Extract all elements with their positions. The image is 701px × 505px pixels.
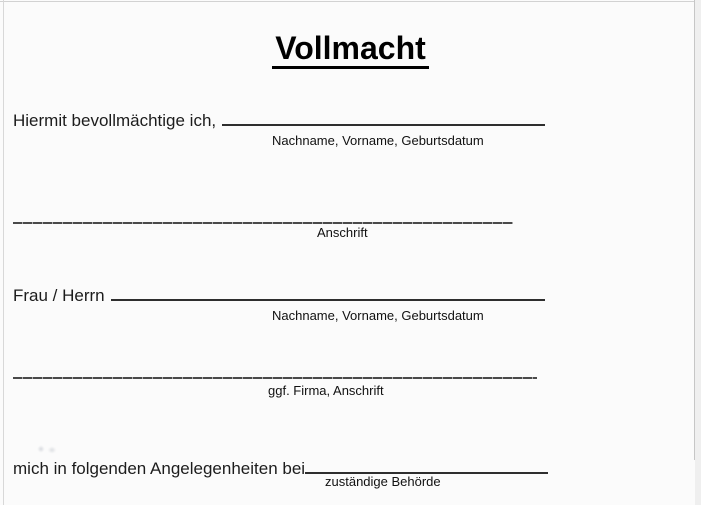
blank-principal-name bbox=[222, 113, 545, 126]
hint-authority: zuständige Behörde bbox=[325, 474, 441, 489]
authority-row bbox=[13, 459, 548, 479]
blank-agent-name bbox=[111, 288, 545, 301]
blank-agent-firm-address bbox=[13, 377, 537, 379]
page-edge-left bbox=[3, 0, 4, 505]
hint-principal-address: Anschrift bbox=[317, 225, 368, 240]
page-edge-right bbox=[694, 0, 695, 460]
hint-agent-firm-address: ggf. Firma, Anschrift bbox=[268, 383, 384, 398]
agent-salutation-text: Frau / Herrn bbox=[13, 286, 105, 305]
blank-principal-address bbox=[13, 222, 513, 224]
print-artifact bbox=[36, 444, 60, 455]
hint-agent-name: Nachname, Vorname, Geburtsdatum bbox=[272, 308, 484, 323]
blank-authority bbox=[305, 461, 548, 474]
hint-principal-name: Nachname, Vorname, Geburtsdatum bbox=[272, 133, 484, 148]
scope-closing-text: mich in folgenden Angelegenheiten bei bbox=[13, 459, 306, 478]
principal-intro-text: Hiermit bevollmächtige ich, bbox=[13, 111, 217, 130]
document-title: Vollmacht bbox=[272, 30, 429, 69]
agent-name-row bbox=[13, 286, 545, 306]
document-title-wrap bbox=[0, 30, 701, 69]
principal-name-row bbox=[13, 111, 545, 131]
page-edge-top bbox=[0, 1, 701, 2]
page-edge-right-strip bbox=[695, 0, 701, 505]
